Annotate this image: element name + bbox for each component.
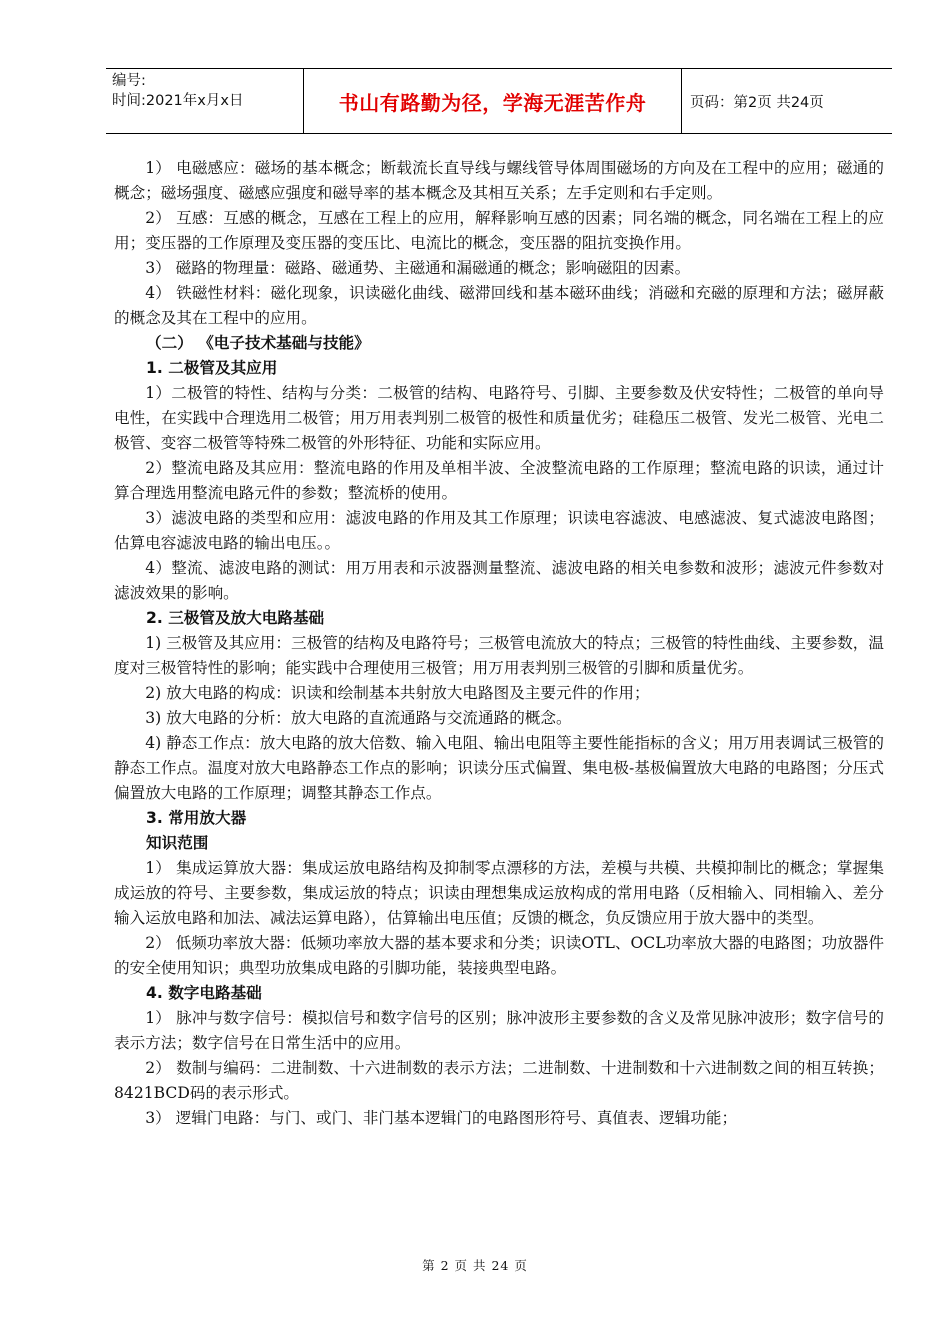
body-paragraph: 3）滤波电路的类型和应用：滤波电路的作用及其工作原理；识读电容滤波、电感滤波、复式滤波电路图；估算电容滤波电路的输出电压。。 bbox=[114, 509, 884, 552]
body-paragraph: 3） 磁路的物理量：磁路、磁通势、主磁通和漏磁通的概念；影响磁阻的因素。 bbox=[145, 259, 691, 277]
header-motto: 书山有路勤为径，学海无涯苦作舟 bbox=[304, 69, 682, 133]
body-paragraph: 1） 电磁感应：磁场的基本概念；断载流长直导线与螺线管导体周围磁场的方向及在工程中的应用；磁通的概念；磁场强度、磁感应强度和磁导率的基本概念及其相互关系；左手定则和右手定则。 bbox=[114, 159, 884, 202]
section-heading: 4. 数字电路基础 bbox=[146, 984, 262, 1002]
body-paragraph: 3) 放大电路的分析：放大电路的直流通路与交流通路的概念。 bbox=[145, 709, 572, 727]
section-heading: 知识范围 bbox=[146, 834, 209, 852]
section-heading: 3. 常用放大器 bbox=[146, 809, 247, 827]
section-heading: 1. 二极管及其应用 bbox=[146, 359, 278, 377]
body-paragraph: 2） 数制与编码：二进制数、十六进制数的表示方法；二进制数、十进制数和十六进制数之间的相互转换； 8421BCD码的表示形式。 bbox=[114, 1059, 884, 1102]
body-paragraph: 4）整流、滤波电路的测试：用万用表和示波器测量整流、滤波电路的相关电参数和波形；滤波元件参数对滤波效果的影响。 bbox=[114, 559, 884, 602]
body-paragraph: 4) 静态工作点：放大电路的放大倍数、输入电阻、输出电阻等主要性能指标的含义；用万用表调试三极管的静态工作点。温度对放大电路静态工作点的影响；识读分压式偏置、集电极-基极偏置放大电路的电路图；分压式偏置放大电路的工作原理；调整其静态工作点。 bbox=[114, 734, 884, 802]
body-paragraph: 1） 脉冲与数字信号：模拟信号和数字信号的区别；脉冲波形主要参数的含义及常见脉冲波形；数字信号的表示方法；数字信号在日常生活中的应用。 bbox=[114, 1009, 884, 1052]
header-meta bbox=[106, 69, 304, 133]
body-paragraph: 4） 铁磁性材料：磁化现象，识读磁化曲线、磁滞回线和基本磁环曲线；消磁和充磁的原理和方法；磁屏蔽的概念及其在工程中的应用。 bbox=[114, 284, 884, 327]
document-date: 时间:2021年x月x日 bbox=[112, 93, 244, 109]
body-paragraph: 3） 逻辑门电路：与门、或门、非门基本逻辑门的电路图形符号、真值表、逻辑功能； bbox=[145, 1109, 738, 1127]
document-number: 编号: bbox=[112, 73, 146, 89]
page-footer: 第 2 页 共 24 页 bbox=[422, 1258, 528, 1273]
document-body bbox=[114, 156, 884, 1131]
page-header bbox=[106, 68, 892, 134]
body-paragraph: 1） 集成运算放大器：集成运放电路结构及抑制零点漂移的方法，差模与共模、共模抑制比的概念；掌握集成运放的符号、主要参数，集成运放的特点；识读由理想集成运放构成的常用电路（反相输入、同相输入、差分输入运放电路和加法、减法运算电路），估算输出电压值；反馈的概念，负反馈应用于放大器中的类型。 bbox=[114, 859, 884, 927]
body-paragraph: 2） 低频功率放大器：低频功率放大器的基本要求和分类；识读OTL、OCL功率放大器的电路图；功放器件的安全使用知识；典型功放集成电路的引脚功能，装接典型电路。 bbox=[114, 934, 884, 977]
body-paragraph: 2） 互感：互感的概念，互感在工程上的应用，解释影响互感的因素；同名端的概念，同名端在工程上的应用；变压器的工作原理及变压器的变压比、电流比的概念，变压器的阻抗变换作用。 bbox=[114, 209, 884, 252]
body-paragraph: 2）整流电路及其应用：整流电路的作用及单相半波、全波整流电路的工作原理；整流电路的识读，通过计算合理选用整流电路元件的参数；整流桥的使用。 bbox=[114, 459, 884, 502]
body-paragraph: 1) 三极管及其应用：三极管的结构及电路符号；三极管电流放大的特点；三极管的特性曲线、主要参数，温度对三极管特性的影响；能实践中合理使用三极管；用万用表判别三极管的引脚和质量优劣。 bbox=[114, 634, 884, 677]
section-heading: （二） 《电子技术基础与技能》 bbox=[146, 334, 370, 352]
section-heading: 2. 三极管及放大电路基础 bbox=[146, 609, 325, 627]
header-page-number: 页码：第2页 共24页 bbox=[690, 94, 824, 111]
body-paragraph: 2) 放大电路的构成：识读和绘制基本共射放大电路图及主要元件的作用； bbox=[145, 684, 650, 702]
body-paragraph: 1）二极管的特性、结构与分类：二极管的结构、电路符号、引脚、主要参数及伏安特性；二极管的单向导电性，在实践中合理选用二极管；用万用表判别二极管的极性和质量优劣；硅稳压二极管、发光二极管、光电二极管、变容二极管等特殊二极管的外形特征、功能和实际应用。 bbox=[114, 384, 884, 452]
